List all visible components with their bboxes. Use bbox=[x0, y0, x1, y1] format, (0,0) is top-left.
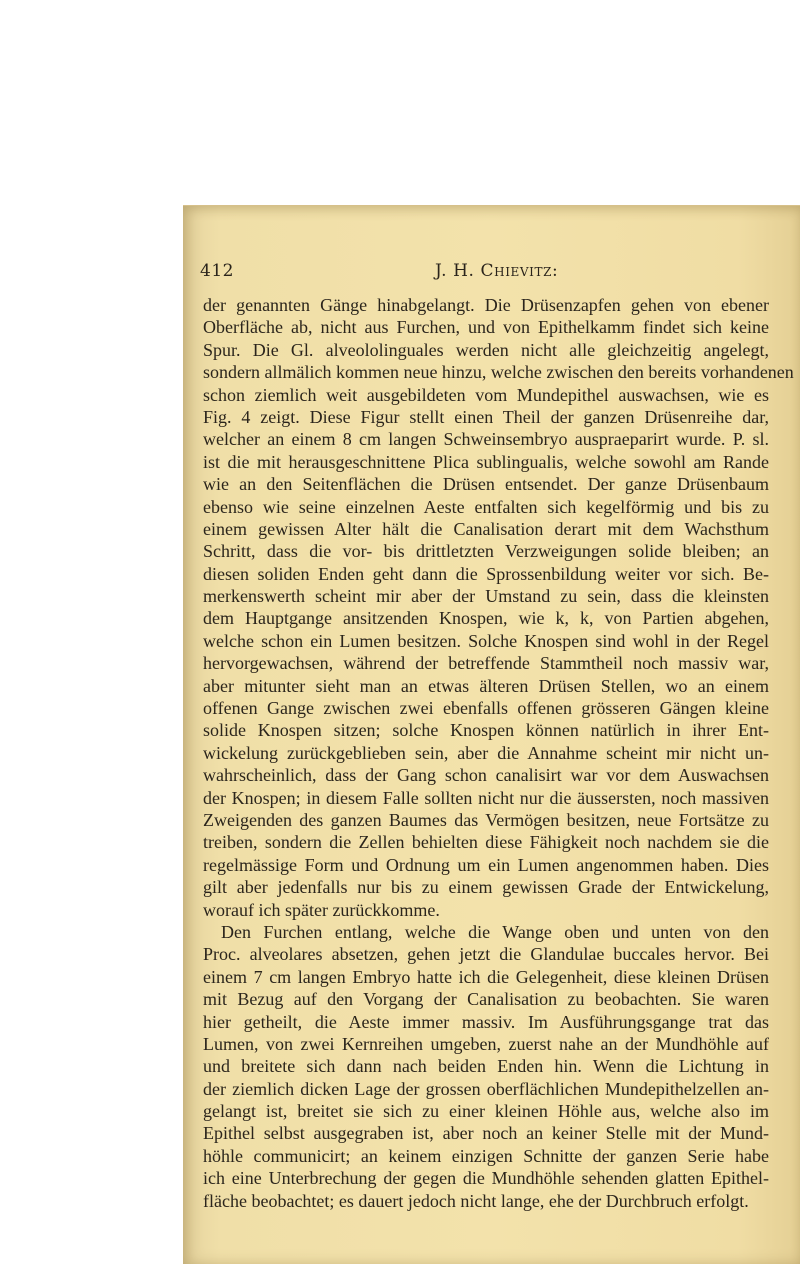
book-page bbox=[183, 205, 800, 1264]
text-line: Lumen, von zwei Kernreihen umgeben, zuerst nahe an der Mundhöhle auf bbox=[203, 1033, 769, 1054]
text-line: wie an den Seitenflächen die Drüsen entsendet. Der ganze Drüsenbaum bbox=[203, 474, 769, 495]
text-line: merkenswerth scheint mir aber der Umstand zu sein, dass die kleinsten bbox=[203, 586, 769, 607]
text-line: regelmässige Form und Ordnung um ein Lumen angenommen haben. Dies bbox=[203, 854, 769, 875]
text-line: ich eine Unterbrechung der gegen die Mundhöhle sehenden glatten Epithel- bbox=[203, 1168, 769, 1189]
text-line: solide Knospen sitzen; solche Knospen können natürlich in ihrer Ent- bbox=[203, 720, 769, 741]
text-line: treiben, sondern die Zellen behielten diese Fähigkeit noch nachdem sie die bbox=[203, 832, 769, 853]
text-line: Proc. alveolares absetzen, gehen jetzt die Glandulae buccales hervor. Bei bbox=[203, 944, 769, 965]
body-text bbox=[203, 294, 794, 1212]
text-line: ist die mit herausgeschnittene Plica sublingualis, welche sowohl am Rande bbox=[203, 451, 769, 472]
text-line: wickelung zurückgeblieben sein, aber die Annahme scheint mir nicht un- bbox=[203, 742, 769, 763]
text-line: welcher an einem 8 cm langen Schweinsembryo auspraeparirt wurde. P. sl. bbox=[203, 429, 769, 450]
text-line: dem Hauptgange ansitzenden Knospen, wie k, k, von Partien abgehen, bbox=[203, 608, 769, 629]
text-line: sondern allmälich kommen neue hinzu, welche zwischen den bereits vorhandenen bbox=[203, 362, 794, 383]
text-line: ebenso wie seine einzelnen Aeste entfalten sich kegelförmig und bis zu bbox=[203, 496, 769, 517]
page-header bbox=[200, 261, 780, 285]
text-line: gilt aber jedenfalls nur bis zu einem gewissen Grade der Entwickelung, bbox=[203, 877, 769, 898]
text-line: welche schon ein Lumen besitzen. Solche Knospen sind wohl in der Regel bbox=[203, 630, 769, 651]
text-line: mit Bezug auf den Vorgang der Canalisation zu beobachten. Sie waren bbox=[203, 989, 769, 1010]
text-line: und breitete sich dann nach beiden Enden hin. Wenn die Lichtung in bbox=[203, 1056, 769, 1077]
text-line: diesen soliden Enden geht dann die Sprossenbildung weiter vor sich. Be- bbox=[203, 563, 769, 584]
text-line: aber mitunter sieht man an etwas älteren Drüsen Stellen, wo an einem bbox=[203, 675, 769, 696]
text-line: Den Furchen entlang, welche die Wange oben und unten von den bbox=[221, 921, 769, 942]
text-line: hervorgewachsen, während der betreffende Stammtheil noch massiv war, bbox=[203, 653, 769, 674]
text-line: Zweigenden des ganzen Baumes das Vermögen besitzen, neue Fortsätze zu bbox=[203, 809, 769, 830]
text-line: einem 7 cm langen Embryo hatte ich die Gelegenheit, diese kleinen Drüsen bbox=[203, 966, 769, 987]
text-line: Oberfläche ab, nicht aus Furchen, und von Epithelkamm findet sich keine bbox=[203, 317, 769, 338]
text-line: der ziemlich dicken Lage der grossen oberflächlichen Mundepithelzellen an- bbox=[203, 1078, 769, 1099]
text-line: der genannten Gänge hinabgelangt. Die Drüsenzapfen gehen von ebener bbox=[203, 295, 769, 315]
running-head: J. H. Chievitz: bbox=[435, 261, 559, 281]
text-line: Epithel selbst ausgegraben ist, aber noch an keiner Stelle mit der Mund- bbox=[203, 1123, 769, 1144]
text-line: höhle communicirt; an keinem einzigen Schnitte der ganzen Serie habe bbox=[203, 1145, 769, 1166]
page-number: 412 bbox=[200, 261, 234, 281]
text-line: gelangt ist, breitet sie sich zu einer kleinen Höhle aus, welche also im bbox=[203, 1101, 769, 1122]
text-line: offenen Gange zwischen zwei ebenfalls offenen grösseren Gängen kleine bbox=[203, 698, 769, 719]
text-line: worauf ich später zurückkomme. bbox=[203, 899, 440, 920]
text-line: schon ziemlich weit ausgebildeten vom Mundepithel auswachsen, wie es bbox=[203, 384, 769, 405]
text-line: hier getheilt, die Aeste immer massiv. Im Ausführungsgange trat das bbox=[203, 1011, 769, 1032]
text-line: einem gewissen Alter hält die Canalisation derart mit dem Wachsthum bbox=[203, 518, 769, 539]
text-line: fläche beobachtet; es dauert jedoch nicht lange, ehe der Durchbruch erfolgt. bbox=[203, 1190, 749, 1211]
text-line: Schritt, dass die vor- bis drittletzten Verzweigungen solide bleiben; an bbox=[203, 541, 769, 562]
text-line: Spur. Die Gl. alveololinguales werden nicht alle gleichzeitig angelegt, bbox=[203, 339, 769, 360]
text-line: der Knospen; in diesem Falle sollten nicht nur die äussersten, noch massiven bbox=[203, 787, 769, 808]
text-line: wahrscheinlich, dass der Gang schon canalisirt war vor dem Auswachsen bbox=[203, 765, 769, 786]
text-line: Fig. 4 zeigt. Diese Figur stellt einen Theil der ganzen Drüsenreihe dar, bbox=[203, 406, 769, 427]
